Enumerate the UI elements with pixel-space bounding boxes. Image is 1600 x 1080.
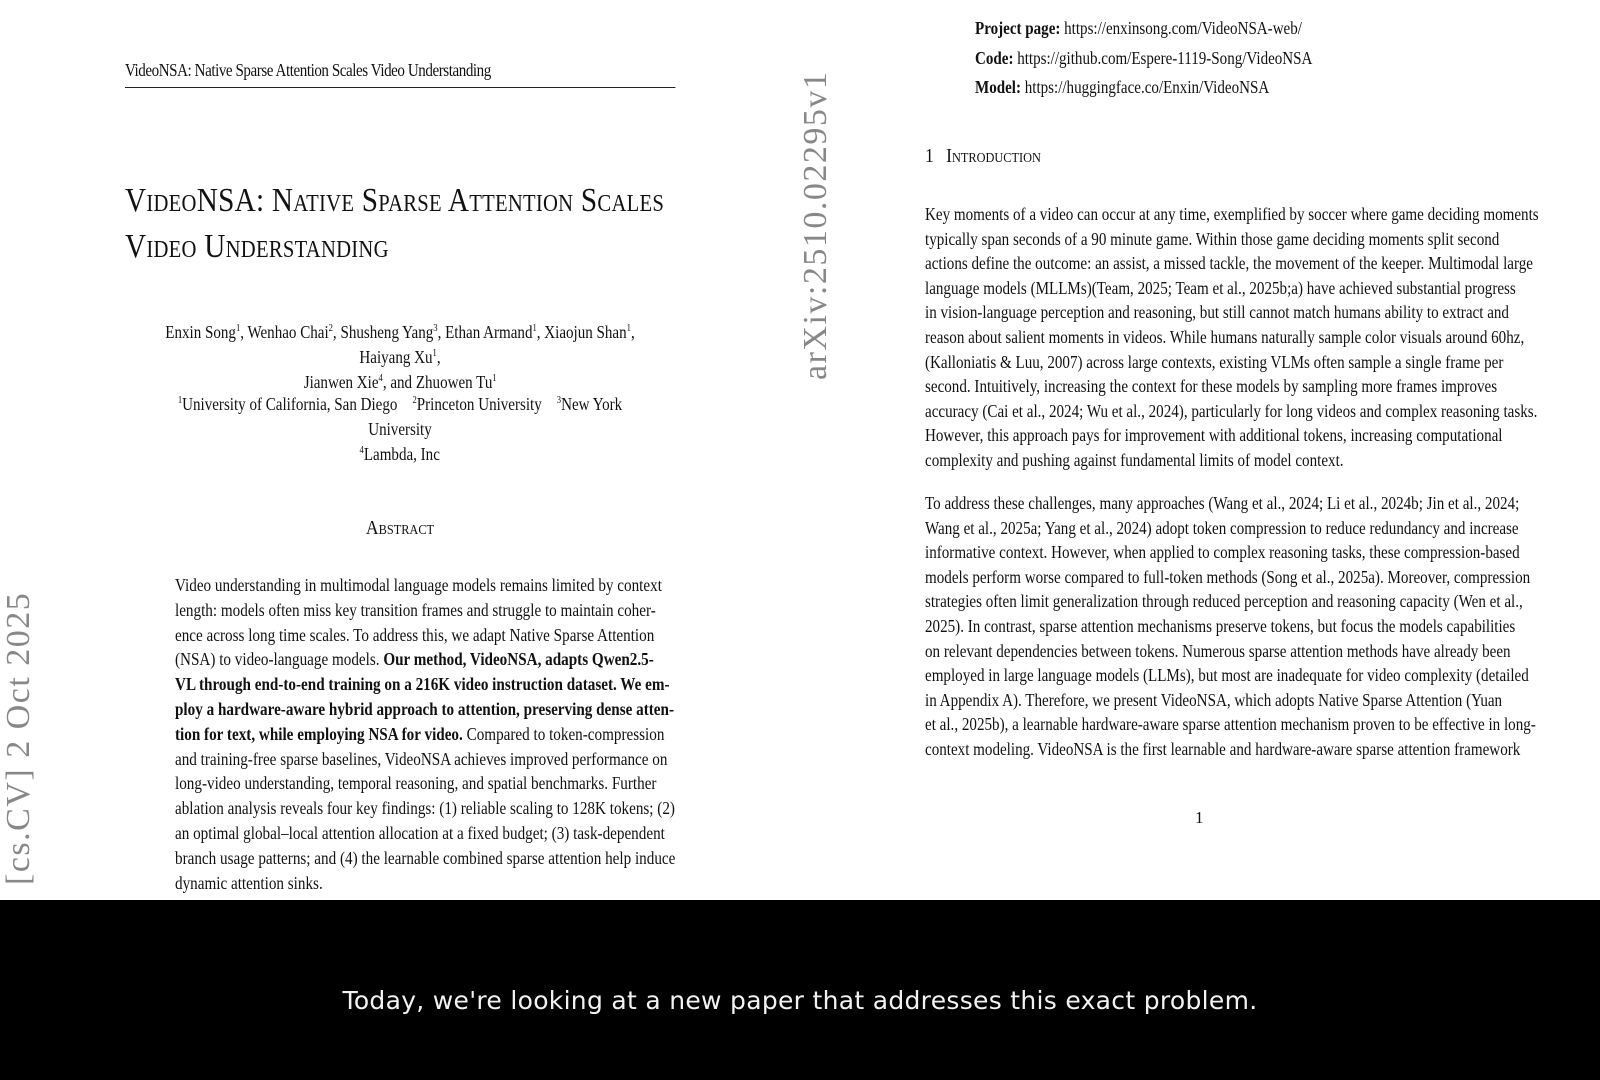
paragraph-line: To address these challenges, many approaches (Wang et al., 2024; Li et al., 2024b; Jin et al., 2024; — [925, 493, 1520, 513]
affil-mark: 3 — [556, 395, 562, 407]
abstract-line — [175, 647, 654, 672]
affiliation: Princeton University — [416, 394, 542, 414]
arxiv-category-date-stamp: [cs.CV] 2 Oct 2025 — [0, 591, 37, 885]
author: Wenhao Chai — [247, 322, 329, 342]
title-line-2: Video Understanding — [125, 228, 389, 265]
subtitle-text: Today, we're looking at a new paper that addresses this exact problem. — [342, 986, 1258, 1015]
author-affil-mark: 1 — [532, 323, 537, 335]
author-affil-mark: 2 — [328, 323, 333, 335]
affiliation: University of California, San Diego — [182, 394, 398, 414]
abstract-bold-text: tion for text, while employing NSA for video. — [175, 723, 463, 744]
subtitle-bar — [0, 900, 1600, 1080]
abstract-heading: Abstract — [365, 517, 435, 539]
abstract-line — [175, 722, 665, 747]
affil-mark: 2 — [412, 395, 417, 407]
abstract-text: Compared to token-compression — [466, 723, 665, 744]
affiliation: New York University — [368, 394, 623, 439]
paragraph-line: Key moments of a video can occur at any time, exemplified by soccer where game deciding moments — [925, 204, 1539, 224]
code-link-row — [975, 44, 1491, 74]
paragraph-line: actions define the outcome: an assist, a missed tackle, the movement of the keeper. Multimodal large — [925, 253, 1533, 274]
paragraph-line: Wang et al., 2025a; Yang et al., 2024) adopt token compression to reduce redundancy and increase — [925, 517, 1519, 538]
project-url[interactable]: https://enxinsong.com/VideoNSA-web/ — [1064, 18, 1302, 38]
author: Xiaojun Shan — [544, 322, 627, 342]
paragraph-line: context modeling. VideoNSA is the first learnable and hardware-aware sparse attention framework — [925, 738, 1521, 759]
affiliation: Lambda, Inc — [364, 444, 441, 464]
author-affil-mark: 3 — [433, 323, 438, 335]
paragraph-line: However, this approach pays for improvement with additional tokens, increasing computational — [925, 425, 1503, 446]
author-affil-mark: 1 — [432, 348, 437, 360]
running-header: VideoNSA: Native Sparse Attention Scales Video Understanding — [125, 60, 675, 88]
model-link-row — [975, 73, 1491, 103]
paragraph-line: language models (MLLMs)(Team, 2025; Team et al., 2025b;a) have achieved substantial progress — [925, 277, 1516, 298]
abstract-line: ablation analysis reveals four key findings: (1) reliable scaling to 128K tokens; (2) — [175, 798, 675, 819]
resource-links — [975, 14, 1491, 103]
abstract-line: long-video understanding, temporal reasoning, and spatial benchmarks. Further — [175, 773, 657, 794]
author-affil-mark: 1 — [235, 323, 241, 335]
paragraph-line: 2025). In contrast, sparse attention mechanisms preserve tokens, but focus the models capabilities — [925, 615, 1516, 636]
abstract-line: VL through end-to-end training on a 216K video instruction dataset. We em- — [175, 674, 670, 695]
author: Shusheng Yang — [340, 322, 434, 342]
author-affil-mark: 1 — [492, 373, 497, 385]
abstract-line: Video understanding in multimodal language models remains limited by context — [175, 575, 662, 595]
arxiv-id-stamp: arXiv:2510.02295v1 — [797, 70, 834, 380]
intro-paragraph-2 — [925, 491, 1536, 762]
code-url[interactable]: https://github.com/Espere-1119-Song/VideoNSA — [1017, 47, 1313, 68]
page-number: 1 — [1195, 808, 1204, 827]
author: Haiyang Xu — [359, 347, 433, 367]
paragraph-line: typically span seconds of a 90 minute game. Within those game deciding moments split second — [925, 228, 1500, 249]
paragraph-line: employed in large language models (LLMs), but most are inadequate for video complexity (detailed — [925, 665, 1529, 686]
paragraph-line: strategies often limit generalization through reduced perception and reasoning capacity (Wen et al., — [925, 591, 1523, 612]
abstract-line: ploy a hardware-aware hybrid approach to attention, preserving dense atten- — [175, 698, 674, 719]
author: and Zhuowen Tu — [390, 372, 493, 392]
section-number: 1 — [925, 145, 934, 167]
paragraph-line: accuracy (Cai et al., 2024; Wu et al., 2024), particularly for long videos and complex reasoning tasks. — [925, 400, 1538, 421]
paragraph-line: in Appendix A). Therefore, we present VideoNSA, which adopts Native Sparse Attention (Yuan — [925, 689, 1503, 710]
paragraph-line: reason about salient moments in videos. While humans naturally sample color visuals around 60hz, — [925, 326, 1525, 347]
model-label: Model: — [975, 77, 1021, 97]
paragraph-line: informative context. However, when applied to complex reasoning tasks, these compression-based — [925, 542, 1520, 563]
project-link-row — [975, 14, 1491, 44]
author: Ethan Armand — [445, 322, 533, 342]
abstract-line: ence across long time scales. To address this, we adapt Native Sparse Attention — [175, 624, 655, 645]
affil-mark: 1 — [177, 395, 183, 407]
paragraph-line: on relevant dependencies between tokens. Numerous sparse attention methods have already been — [925, 640, 1511, 661]
author: Jianwen Xie — [303, 372, 379, 392]
title-line-1: VideoNSA: Native Sparse Attention Scales — [125, 182, 665, 219]
model-url[interactable]: https://huggingface.co/Enxin/VideoNSA — [1024, 77, 1270, 97]
section-heading — [925, 145, 1041, 168]
paragraph-line: in vision-language perception and reasoning, but still cannot match humans ability to extract and — [925, 302, 1509, 323]
abstract-text: (NSA) to video-language models. — [175, 649, 380, 670]
paragraph-line: second. Intuitively, increasing the context for these models by sampling more frames improves — [925, 376, 1498, 397]
project-label: Project page: — [975, 18, 1061, 38]
affiliations — [125, 392, 675, 467]
paragraph-line: (Kalloniatis & Luu, 2007) across large contexts, existing VLMs often sample a single frame per — [925, 351, 1504, 372]
abstract-line: an optimal global–local attention allocation at a fixed budget; (3) task-dependent — [175, 822, 665, 843]
affil-mark: 4 — [359, 445, 365, 457]
abstract-line: and training-free sparse baselines, VideoNSA achieves improved performance on — [175, 748, 668, 769]
paragraph-line: et al., 2025b), a learnable hardware-aware sparse attention mechanism proven to be effective in long- — [925, 714, 1536, 735]
paper-title — [125, 178, 684, 270]
section-title: Introduction — [946, 145, 1041, 167]
author-affil-mark: 1 — [626, 323, 631, 335]
author: Enxin Song — [165, 322, 236, 342]
paragraph-line: complexity and pushing against fundamental limits of model context. — [925, 449, 1344, 470]
abstract-line: dynamic attention sinks. — [175, 872, 323, 893]
paragraph-line: models perform worse compared to full-token methods (Song et al., 2025a). Moreover, compression — [925, 566, 1531, 587]
abstract-line: length: models often miss key transition frames and struggle to maintain coher- — [175, 599, 656, 620]
abstract-bold-text: Our method, VideoNSA, adapts Qwen2.5- — [383, 649, 654, 670]
intro-paragraph-1 — [925, 202, 1539, 473]
abstract-line: branch usage patterns; and (4) the learnable combined sparse attention help induce — [175, 847, 676, 868]
abstract-body — [175, 573, 676, 895]
author-affil-mark: 4 — [378, 373, 383, 385]
author-list: Enxin Song$^1$, Wenhao Chai$^2$, Shusheng Yang$^3$, Ethan Armand$^1$, Xiaojun Shan$^1$, Haiyang Xu$^1$, Jianwen Xie$^4$, and Zhuowen Tu$^1$ — [165, 322, 635, 392]
code-label: Code: — [975, 47, 1014, 68]
